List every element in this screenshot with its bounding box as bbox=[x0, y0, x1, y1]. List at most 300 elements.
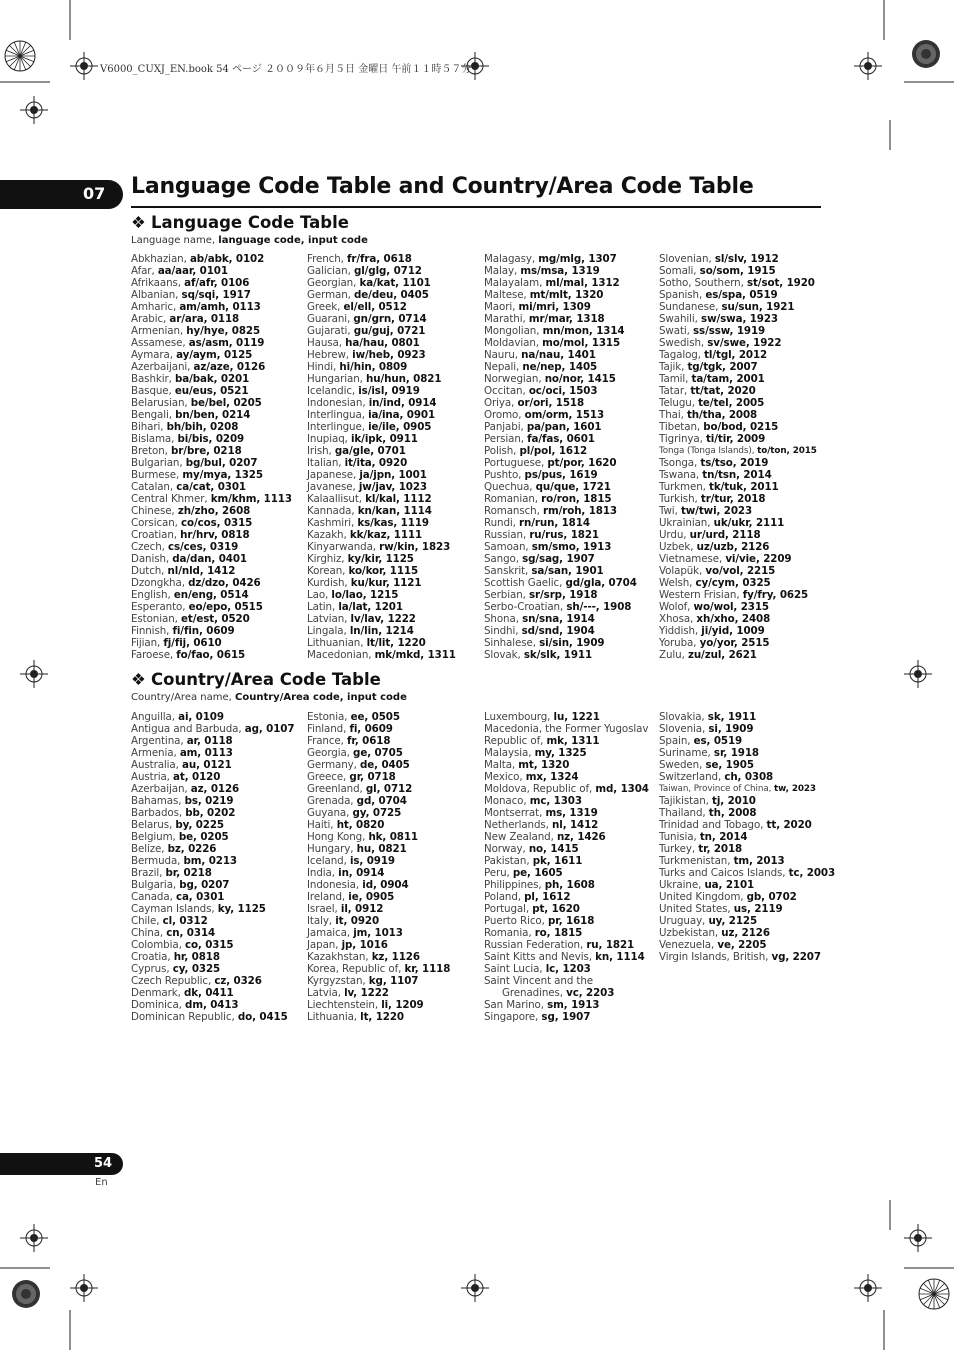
entry-code: so/som, 1915 bbox=[699, 265, 776, 277]
entry-name: Kalaallisut, bbox=[307, 493, 362, 505]
country-code-entry bbox=[307, 759, 479, 771]
language-code-entry bbox=[659, 301, 844, 313]
entry-name: Serbo-Croatian, bbox=[484, 601, 564, 613]
entry-name: Uzbek, bbox=[659, 541, 694, 553]
chapter-number: 07 bbox=[83, 184, 106, 203]
entry-code: sg, 1907 bbox=[541, 1011, 591, 1023]
entry-name: Saint Vincent and the bbox=[484, 975, 594, 987]
entry-name: Hungarian, bbox=[307, 373, 363, 385]
entry-name: Bihari, bbox=[131, 421, 164, 433]
language-code-entry bbox=[131, 397, 303, 409]
language-code-entry bbox=[484, 301, 656, 313]
entry-code: no, 1415 bbox=[528, 843, 579, 855]
language-code-entry bbox=[484, 457, 656, 469]
entry-name: Panjabi, bbox=[484, 421, 524, 433]
entry-name: Thai, bbox=[659, 409, 684, 421]
language-code-entry bbox=[659, 481, 844, 493]
country-code-entry bbox=[484, 987, 656, 999]
entry-name: Thailand, bbox=[659, 807, 706, 819]
language-section-heading bbox=[131, 213, 349, 232]
language-code-entry bbox=[307, 637, 479, 649]
language-code-entry bbox=[131, 349, 303, 361]
entry-name: Marathi, bbox=[484, 313, 526, 325]
entry-code: uy, 2125 bbox=[708, 915, 758, 927]
country-code-entry bbox=[484, 939, 656, 951]
country-code-entry bbox=[131, 843, 303, 855]
entry-code: jw/jav, 1023 bbox=[358, 481, 427, 493]
entry-name: Suriname, bbox=[659, 747, 711, 759]
entry-code: sd/snd, 1904 bbox=[521, 625, 595, 637]
language-code-entry bbox=[131, 277, 303, 289]
entry-code: or/ori, 1518 bbox=[517, 397, 585, 409]
country-code-entry bbox=[484, 867, 656, 879]
entry-name: Greek, bbox=[307, 301, 341, 313]
country-code-entry bbox=[484, 963, 656, 975]
entry-name: Oriya, bbox=[484, 397, 515, 409]
entry-name: Indonesian, bbox=[307, 397, 366, 409]
entry-code: ru, 1821 bbox=[586, 939, 635, 951]
language-code-entry bbox=[307, 253, 479, 265]
entry-name: Romania, bbox=[484, 927, 532, 939]
entry-name: Belize, bbox=[131, 843, 165, 855]
entry-name: Macedonia, the Former Yugoslav bbox=[484, 723, 649, 735]
country-code-entry bbox=[131, 999, 303, 1011]
language-code-entry bbox=[131, 301, 303, 313]
language-code-entry bbox=[307, 541, 479, 553]
entry-code: bz, 0226 bbox=[167, 843, 217, 855]
entry-code: st/sot, 1920 bbox=[746, 277, 815, 289]
entry-name: Latin, bbox=[307, 601, 336, 613]
language-code-entry bbox=[659, 601, 844, 613]
entry-code: hk, 0811 bbox=[368, 831, 418, 843]
entry-name: Italy, bbox=[307, 915, 333, 927]
language-code-entry bbox=[307, 409, 479, 421]
entry-code: li, 1209 bbox=[381, 999, 424, 1011]
entry-name: Bislama, bbox=[131, 433, 175, 445]
entry-code: sq/sqi, 1917 bbox=[181, 289, 251, 301]
entry-code: vi/vie, 2209 bbox=[725, 553, 792, 565]
subtitle-bold: Country/Area code, input code bbox=[235, 692, 407, 703]
country-code-entry bbox=[484, 735, 656, 747]
country-code-entry bbox=[484, 843, 656, 855]
entry-code: mt/mlt, 1320 bbox=[529, 289, 604, 301]
entry-code: hy/hye, 0825 bbox=[186, 325, 261, 337]
language-code-entry bbox=[484, 421, 656, 433]
entry-name: Rundi, bbox=[484, 517, 516, 529]
entry-name: Sweden, bbox=[659, 759, 703, 771]
entry-name: Bahamas, bbox=[131, 795, 182, 807]
entry-code: mk/mkd, 1311 bbox=[374, 649, 456, 661]
country-code-entry bbox=[659, 759, 844, 771]
entry-name: Georgia, bbox=[307, 747, 350, 759]
entry-name: Belarusian, bbox=[131, 397, 188, 409]
entry-name: Sinhalese, bbox=[484, 637, 536, 649]
entry-code: is/isl, 0919 bbox=[358, 385, 420, 397]
language-code-entry bbox=[659, 277, 844, 289]
entry-name: India, bbox=[307, 867, 335, 879]
entry-name: Singapore, bbox=[484, 1011, 539, 1023]
entry-code: pk, 1611 bbox=[532, 855, 583, 867]
entry-name: Peru, bbox=[484, 867, 510, 879]
entry-code: ro/ron, 1815 bbox=[541, 493, 612, 505]
language-code-entry bbox=[484, 541, 656, 553]
language-code-entry bbox=[659, 565, 844, 577]
entry-name: Kirghiz, bbox=[307, 553, 345, 565]
entry-name: Volapük, bbox=[659, 565, 703, 577]
entry-name: Sundanese, bbox=[659, 301, 719, 313]
entry-name: Malta, bbox=[484, 759, 516, 771]
language-code-entry bbox=[307, 613, 479, 625]
entry-code: ky, 1125 bbox=[217, 903, 266, 915]
country-code-entry bbox=[307, 951, 479, 963]
entry-code: cz, 0326 bbox=[214, 975, 262, 987]
entry-name: Inupiaq, bbox=[307, 433, 348, 445]
entry-code: cy, 0325 bbox=[172, 963, 221, 975]
country-code-entry bbox=[131, 807, 303, 819]
entry-name: Tunisia, bbox=[659, 831, 697, 843]
entry-name: Telugu, bbox=[659, 397, 695, 409]
entry-code: bi/bis, 0209 bbox=[177, 433, 245, 445]
language-code-entry bbox=[307, 397, 479, 409]
country-code-entry bbox=[484, 819, 656, 831]
country-code-entry bbox=[307, 975, 479, 987]
entry-name: Canada, bbox=[131, 891, 173, 903]
language-code-entry bbox=[131, 289, 303, 301]
country-code-entry bbox=[659, 735, 844, 747]
entry-code: nl, 1412 bbox=[552, 819, 599, 831]
entry-name: Hindi, bbox=[307, 361, 337, 373]
country-code-entry bbox=[131, 747, 303, 759]
entry-code: bg, 0207 bbox=[179, 879, 230, 891]
entry-name: Virgin Islands, British, bbox=[659, 951, 769, 963]
entry-code: gu/guj, 0721 bbox=[353, 325, 426, 337]
entry-code: be/bel, 0205 bbox=[190, 397, 262, 409]
entry-code: tk/tuk, 2011 bbox=[709, 481, 779, 493]
entry-code: nl/nld, 1412 bbox=[167, 565, 236, 577]
entry-name: Portugal, bbox=[484, 903, 530, 915]
entry-code: eo/epo, 0515 bbox=[188, 601, 263, 613]
entry-name: Slovakia, bbox=[659, 711, 705, 723]
entry-name: Kazakh, bbox=[307, 529, 347, 541]
entry-name: Tibetan, bbox=[659, 421, 701, 433]
entry-name: Bulgarian, bbox=[131, 457, 183, 469]
entry-name: Czech, bbox=[131, 541, 165, 553]
entry-name: Danish, bbox=[131, 553, 170, 565]
entry-name: Twi, bbox=[659, 505, 678, 517]
entry-name: Armenian, bbox=[131, 325, 184, 337]
language-code-entry bbox=[307, 373, 479, 385]
entry-name: Puerto Rico, bbox=[484, 915, 545, 927]
language-code-entry bbox=[131, 517, 303, 529]
language-code-entry bbox=[659, 433, 844, 445]
entry-code: jp, 1016 bbox=[341, 939, 388, 951]
entry-code: ht, 0820 bbox=[336, 819, 385, 831]
entry-code: ha/hau, 0801 bbox=[345, 337, 420, 349]
entry-code: aa/aar, 0101 bbox=[157, 265, 228, 277]
language-code-entry bbox=[484, 637, 656, 649]
entry-code: kl/kal, 1112 bbox=[365, 493, 432, 505]
country-code-entry bbox=[484, 807, 656, 819]
entry-name: Sindhi, bbox=[484, 625, 519, 637]
entry-name: Greenland, bbox=[307, 783, 363, 795]
entry-code: vo/vol, 2215 bbox=[705, 565, 776, 577]
entry-name: Liechtenstein, bbox=[307, 999, 379, 1011]
entry-name: Korea, Republic of, bbox=[307, 963, 402, 975]
country-code-entry bbox=[659, 927, 844, 939]
entry-code: fi, 0609 bbox=[349, 723, 393, 735]
entry-code: pe, 1605 bbox=[512, 867, 563, 879]
entry-code: mg/mlg, 1307 bbox=[538, 253, 617, 265]
entry-name: Pakistan, bbox=[484, 855, 530, 867]
print-header-line: V6000_CUXJ_EN.book 54 ページ ２００９年６月５日 金曜日 午前１１時５７分 bbox=[100, 64, 472, 75]
language-code-entry bbox=[484, 433, 656, 445]
entry-code: gb, 0702 bbox=[746, 891, 797, 903]
entry-code: sl/slv, 1912 bbox=[714, 253, 779, 265]
entry-name: Azerbaijani, bbox=[131, 361, 191, 373]
entry-code: br, 0218 bbox=[165, 867, 212, 879]
language-code-entry bbox=[484, 517, 656, 529]
country-code-entry bbox=[484, 951, 656, 963]
entry-name: China, bbox=[131, 927, 164, 939]
entry-code: sr, 1918 bbox=[713, 747, 759, 759]
entry-name: Lingala, bbox=[307, 625, 347, 637]
entry-name: Switzerland, bbox=[659, 771, 722, 783]
entry-code: it, 0920 bbox=[335, 915, 380, 927]
entry-code: pl, 1612 bbox=[524, 891, 571, 903]
entry-name: Breton, bbox=[131, 445, 168, 457]
entry-name: Maltese, bbox=[484, 289, 527, 301]
entry-name: Netherlands, bbox=[484, 819, 549, 831]
entry-name: Tamil, bbox=[659, 373, 689, 385]
language-code-entry bbox=[131, 421, 303, 433]
entry-name: Finland, bbox=[307, 723, 347, 735]
language-code-entry bbox=[659, 577, 844, 589]
entry-code: ms, 1319 bbox=[545, 807, 598, 819]
entry-code: ge, 0705 bbox=[353, 747, 403, 759]
country-code-entry bbox=[307, 831, 479, 843]
entry-name: Fijian, bbox=[131, 637, 161, 649]
language-code-entry bbox=[484, 313, 656, 325]
country-code-entry bbox=[307, 771, 479, 783]
entry-name: Hong Kong, bbox=[307, 831, 366, 843]
entry-code: ia/ina, 0901 bbox=[368, 409, 436, 421]
entry-code: cn, 0314 bbox=[166, 927, 216, 939]
entry-name: Swati, bbox=[659, 325, 690, 337]
entry-code: uz/uzb, 2126 bbox=[696, 541, 770, 553]
language-code-entry bbox=[307, 385, 479, 397]
country-section-heading bbox=[131, 670, 381, 689]
entry-code: nz, 1426 bbox=[556, 831, 606, 843]
entry-code: vc, 2203 bbox=[566, 987, 615, 999]
language-code-entry bbox=[131, 541, 303, 553]
entry-name: Estonian, bbox=[131, 613, 178, 625]
entry-name: Kazakhstan, bbox=[307, 951, 369, 963]
entry-name: Uruguay, bbox=[659, 915, 706, 927]
country-column-3 bbox=[484, 711, 656, 1023]
language-code-entry bbox=[659, 313, 844, 325]
entry-name: San Marino, bbox=[484, 999, 544, 1011]
language-code-entry bbox=[307, 601, 479, 613]
entry-name: Kurdish, bbox=[307, 577, 348, 589]
country-code-entry bbox=[131, 987, 303, 999]
entry-code: jm, 1013 bbox=[353, 927, 403, 939]
entry-name: Norwegian, bbox=[484, 373, 542, 385]
language-code-entry bbox=[307, 313, 479, 325]
entry-name: Philippines, bbox=[484, 879, 542, 891]
country-code-entry bbox=[484, 1011, 656, 1023]
entry-code: ps/pus, 1619 bbox=[524, 469, 598, 481]
country-code-entry bbox=[131, 915, 303, 927]
entry-code: tn, 2014 bbox=[699, 831, 748, 843]
entry-code: lc, 1203 bbox=[545, 963, 591, 975]
entry-code: gr, 0718 bbox=[349, 771, 396, 783]
language-code-entry bbox=[659, 397, 844, 409]
entry-name: Irish, bbox=[307, 445, 332, 457]
entry-code: am, 0113 bbox=[179, 747, 233, 759]
entry-name: Nepali, bbox=[484, 361, 520, 373]
entry-name: Interlingua, bbox=[307, 409, 365, 421]
entry-code: ca, 0301 bbox=[175, 891, 225, 903]
entry-name: Uzbekistan, bbox=[659, 927, 719, 939]
country-code-entry bbox=[131, 855, 303, 867]
entry-name: Antigua and Barbuda, bbox=[131, 723, 242, 735]
country-code-entry bbox=[659, 879, 844, 891]
language-section-title: Language Code Table bbox=[151, 213, 349, 232]
entry-code: ts/tso, 2019 bbox=[700, 457, 769, 469]
diamond-bullet-icon: ❖ bbox=[131, 213, 146, 232]
entry-name: Corsican, bbox=[131, 517, 178, 529]
entry-code: sk, 1911 bbox=[707, 711, 757, 723]
entry-name: Haiti, bbox=[307, 819, 334, 831]
entry-name: Swahili, bbox=[659, 313, 698, 325]
entry-name: Interlingue, bbox=[307, 421, 365, 433]
entry-name: Afrikaans, bbox=[131, 277, 181, 289]
language-code-entry bbox=[131, 649, 303, 661]
country-code-entry bbox=[307, 783, 479, 795]
language-column-3 bbox=[484, 253, 656, 661]
entry-code: is, 0919 bbox=[349, 855, 395, 867]
entry-name: Guarani, bbox=[307, 313, 351, 325]
entry-code: tw, 2023 bbox=[774, 784, 816, 794]
language-code-entry bbox=[307, 265, 479, 277]
language-code-entry bbox=[484, 373, 656, 385]
language-code-entry bbox=[131, 625, 303, 637]
entry-name: Dzongkha, bbox=[131, 577, 185, 589]
entry-code: de/deu, 0405 bbox=[354, 289, 429, 301]
entry-name: Barbados, bbox=[131, 807, 183, 819]
entry-code: ga/gle, 0701 bbox=[334, 445, 406, 457]
entry-code: ab/abk, 0102 bbox=[189, 253, 265, 265]
entry-name: United States, bbox=[659, 903, 731, 915]
entry-name: Kannada, bbox=[307, 505, 355, 517]
language-code-entry bbox=[484, 385, 656, 397]
entry-code: ml/mal, 1312 bbox=[545, 277, 620, 289]
entry-code: ja/jpn, 1001 bbox=[359, 469, 427, 481]
entry-name: Ukraine, bbox=[659, 879, 702, 891]
language-code-entry bbox=[307, 421, 479, 433]
entry-name: Nauru, bbox=[484, 349, 518, 361]
entry-name: Tagalog, bbox=[659, 349, 701, 361]
entry-name: Moldova, Republic of, bbox=[484, 783, 593, 795]
entry-code: uk/ukr, 2111 bbox=[713, 517, 785, 529]
entry-code: te/tel, 2005 bbox=[698, 397, 765, 409]
entry-code: ka/kat, 1101 bbox=[359, 277, 431, 289]
entry-name: Pushto, bbox=[484, 469, 522, 481]
language-code-entry bbox=[659, 613, 844, 625]
country-code-entry bbox=[131, 903, 303, 915]
entry-code: to/ton, 2015 bbox=[757, 446, 817, 456]
entry-code: oc/oci, 1503 bbox=[528, 385, 598, 397]
entry-name: Armenia, bbox=[131, 747, 177, 759]
entry-code: pt/por, 1620 bbox=[547, 457, 617, 469]
entry-code: tc, 2003 bbox=[788, 867, 836, 879]
language-code-entry bbox=[131, 253, 303, 265]
country-code-entry bbox=[659, 819, 844, 831]
entry-code: pt, 1620 bbox=[532, 903, 580, 915]
entry-code: si/sin, 1909 bbox=[539, 637, 605, 649]
country-code-entry bbox=[307, 939, 479, 951]
entry-code: ag, 0107 bbox=[244, 723, 295, 735]
language-code-entry bbox=[659, 649, 844, 661]
entry-code: in, 0914 bbox=[338, 867, 385, 879]
entry-code: ku/kur, 1121 bbox=[350, 577, 422, 589]
country-code-entry bbox=[484, 711, 656, 723]
language-code-entry bbox=[659, 553, 844, 565]
country-code-entry bbox=[131, 723, 303, 735]
entry-code: tt/tat, 2020 bbox=[690, 385, 756, 397]
language-code-entry bbox=[659, 349, 844, 361]
entry-name: Azerbaijan, bbox=[131, 783, 188, 795]
entry-name: French, bbox=[307, 253, 344, 265]
entry-name: Dutch, bbox=[131, 565, 165, 577]
entry-name: Croatia, bbox=[131, 951, 171, 963]
entry-code: cy/cym, 0325 bbox=[695, 577, 771, 589]
entry-name: Kyrgyzstan, bbox=[307, 975, 366, 987]
entry-name: Chinese, bbox=[131, 505, 175, 517]
country-code-entry bbox=[307, 1011, 479, 1023]
entry-code: qu/que, 1721 bbox=[535, 481, 611, 493]
entry-code: ie/ile, 0905 bbox=[368, 421, 432, 433]
entry-name: Grenada, bbox=[307, 795, 354, 807]
country-code-entry bbox=[131, 939, 303, 951]
language-code-entry bbox=[307, 625, 479, 637]
language-code-entry bbox=[484, 613, 656, 625]
page-number: 54 bbox=[94, 1156, 113, 1171]
entry-name: Japan, bbox=[307, 939, 339, 951]
entry-code: ee, 0505 bbox=[350, 711, 400, 723]
country-code-entry bbox=[484, 999, 656, 1011]
entry-name: Burmese, bbox=[131, 469, 180, 481]
entry-code: in/ind, 0914 bbox=[368, 397, 437, 409]
entry-code: uz, 2126 bbox=[721, 927, 770, 939]
language-code-entry bbox=[131, 313, 303, 325]
entry-code: am/amh, 0113 bbox=[179, 301, 261, 313]
entry-name: Xhosa, bbox=[659, 613, 694, 625]
country-code-entry bbox=[659, 915, 844, 927]
entry-name: Swedish, bbox=[659, 337, 705, 349]
entry-name: Tigrinya, bbox=[659, 433, 703, 445]
entry-code: ar, 0118 bbox=[186, 735, 233, 747]
entry-name: Indonesia, bbox=[307, 879, 360, 891]
language-code-entry bbox=[307, 349, 479, 361]
entry-code: mc, 1303 bbox=[529, 795, 582, 807]
entry-code: th, 2008 bbox=[708, 807, 757, 819]
language-code-entry bbox=[659, 325, 844, 337]
entry-name: English, bbox=[131, 589, 171, 601]
entry-name: Venezuela, bbox=[659, 939, 715, 951]
country-code-entry bbox=[131, 783, 303, 795]
entry-code: fi/fin, 0609 bbox=[172, 625, 235, 637]
